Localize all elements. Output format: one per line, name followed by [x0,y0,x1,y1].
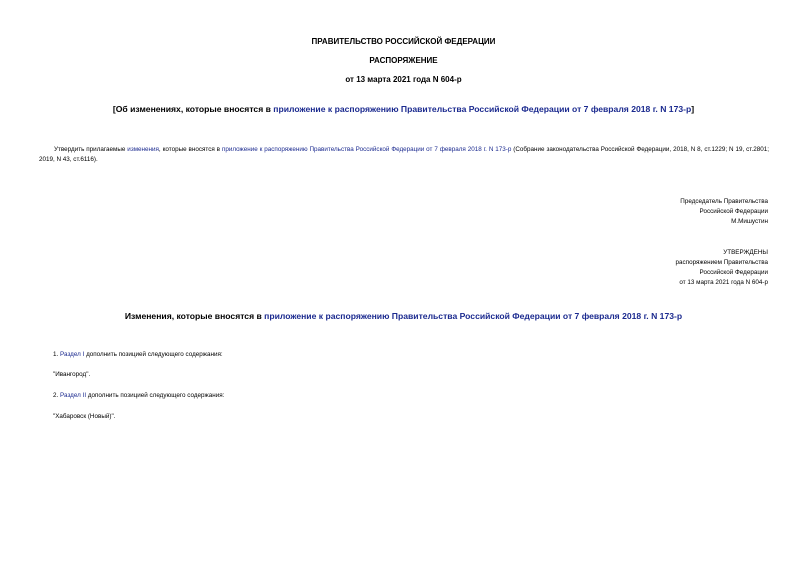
item-text: дополнить позицией следующего содержания: [86,392,225,399]
item-text: дополнить позицией следующего содержания: [84,351,223,358]
changes-title-appendix-link[interactable]: приложение к распоряжению Правительства Российской Федерации от 7 февраля 2018 г. N 173-р [264,311,683,321]
government-heading: ПРАВИТЕЛЬСТВО РОССИЙСКОЙ ФЕДЕРАЦИИ [311,37,496,46]
document-subject [0,104,807,114]
subject-prefix: [Об изменениях, которые вносятся в [112,104,274,114]
approval-date-number: от 13 марта 2021 года N 604-р [679,279,768,286]
item-quote: "Ивангород". [53,371,91,378]
signature-position: Председатель Правительства [680,198,768,205]
signature-block [680,197,768,227]
item-quote: "Хабаровск (Новый)". [53,413,116,420]
signature-name: М.Мишустин [731,218,768,225]
paragraph-appendix-link[interactable]: приложение к распоряжению Правительства Российской Федерации от 7 февраля 2018 г. N 173-р [221,146,512,153]
subject-appendix-link[interactable]: приложение к распоряжению Правительства Российской Федерации от 7 февраля 2018 г. N 173-р [273,104,692,114]
order-paragraph [39,145,769,165]
subject-suffix: ] [691,104,695,114]
approval-by: распоряжением Правительства [675,259,768,266]
list-item [53,350,223,360]
changes-title [0,311,807,321]
list-item [53,391,224,401]
paragraph-text-start: Утвердить прилагаемые [54,146,128,153]
section-link[interactable]: Раздел II [60,392,87,399]
approval-organization: Российской Федерации [699,269,768,276]
signature-organization: Российской Федерации [699,208,768,215]
approval-block [676,248,768,288]
document-type-heading: РАСПОРЯЖЕНИЕ [369,56,438,65]
item-number: 1. [53,351,61,358]
paragraph-text-end: (Собрание законодательства Российской Федерации, 2018, N 8, ст.1229; N 19, ст.2801; 2019, N 43, ст.6116). [39,146,769,163]
item-number: 2. [53,392,61,399]
paragraph-text-middle: , которые вносятся в [158,146,222,153]
section-link[interactable]: Раздел I [60,351,85,358]
document-date-number: от 13 марта 2021 года N 604-р [345,75,462,84]
changes-link[interactable]: изменения [127,146,159,153]
approval-heading: УТВЕРЖДЕНЫ [723,249,768,256]
changes-title-prefix: Изменения, которые вносятся в [124,311,265,321]
